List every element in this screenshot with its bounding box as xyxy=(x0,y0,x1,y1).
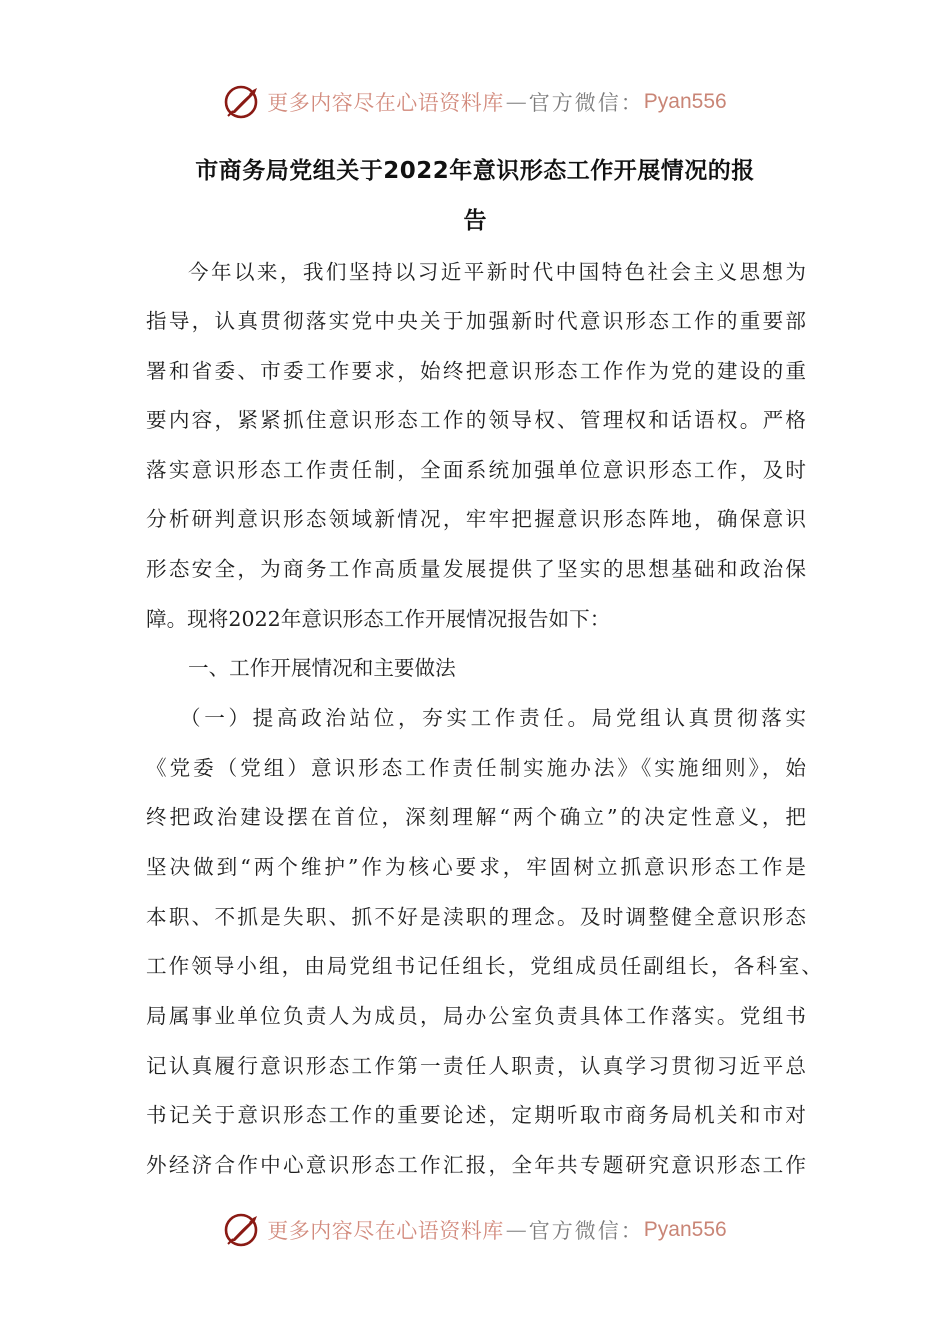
banner-dash: — xyxy=(505,1218,527,1242)
body-line: 外经济合作中心意识形态工作汇报，全年共专题研究意识形态工作 xyxy=(146,1153,806,1177)
quill-logo-icon xyxy=(223,1210,263,1250)
body-line: 本职、不抓是失职、抓不好是渎职的理念。及时调整健全意识形态 xyxy=(146,905,806,929)
banner-official-label: 官方微信： xyxy=(528,1219,644,1243)
body-line: 《党委（党组）意识形态工作责任制实施办法》《实施细则》，始 xyxy=(146,756,806,780)
document-title-line2: 告 xyxy=(463,208,487,234)
body-line: 指导，认真贯彻落实党中央关于加强新时代意识形态工作的重要部 xyxy=(146,309,806,333)
body-line: 障。现将2022年意识形态工作开展情况报告如下： xyxy=(146,607,611,631)
body-line: 坚决做到“两个维护”作为核心要求，牢固树立抓意识形态工作是 xyxy=(146,855,806,879)
subsection-line: （一）提高政治站位，夯实工作责任。局党组认真贯彻落实 xyxy=(180,706,806,730)
banner-wechat-id: Pyan556 xyxy=(643,90,727,113)
banner-site-text: 更多内容尽在心语资料库 xyxy=(267,91,504,115)
section-heading: 一、工作开展情况和主要做法 xyxy=(188,656,456,680)
banner-official-label: 官方微信： xyxy=(528,91,644,115)
body-line: 形态安全，为商务工作高质量发展提供了坚实的思想基础和政治保 xyxy=(146,557,806,581)
body-line: 记认真履行意识形态工作第一责任人职责，认真学习贯彻习近平总 xyxy=(146,1054,806,1078)
banner-site-text: 更多内容尽在心语资料库 xyxy=(267,1219,504,1243)
footer-banner xyxy=(0,1208,950,1252)
body-line: 分析研判意识形态领域新情况，牢牢把握意识形态阵地，确保意识 xyxy=(146,507,806,531)
body-line: 署和省委、市委工作要求，始终把意识形态工作作为党的建设的重 xyxy=(146,359,806,383)
header-banner xyxy=(0,80,950,124)
quill-logo-icon xyxy=(223,82,263,122)
body-line: 今年以来，我们坚持以习近平新时代中国特色社会主义思想为 xyxy=(188,260,806,284)
body-line: 局属事业单位负责人为成员，局办公室负责具体工作落实。党组书 xyxy=(146,1004,806,1028)
body-line: 工作领导小组，由局党组书记任组长，党组成员任副组长，各科室、 xyxy=(146,954,822,978)
body-line: 书记关于意识形态工作的重要论述，定期听取市商务局机关和市对 xyxy=(146,1103,806,1127)
document-title-line1: 市商务局党组关于2022年意识形态工作开展情况的报 xyxy=(195,158,755,184)
banner-dash: — xyxy=(505,90,527,114)
body-line: 要内容，紧紧抓住意识形态工作的领导权、管理权和话语权。严格 xyxy=(146,408,806,432)
banner-wechat-id: Pyan556 xyxy=(643,1218,727,1241)
body-line: 终把政治建设摆在首位，深刻理解“两个确立”的决定性意义，把 xyxy=(146,805,806,829)
body-line: 落实意识形态工作责任制，全面系统加强单位意识形态工作，及时 xyxy=(146,458,806,482)
